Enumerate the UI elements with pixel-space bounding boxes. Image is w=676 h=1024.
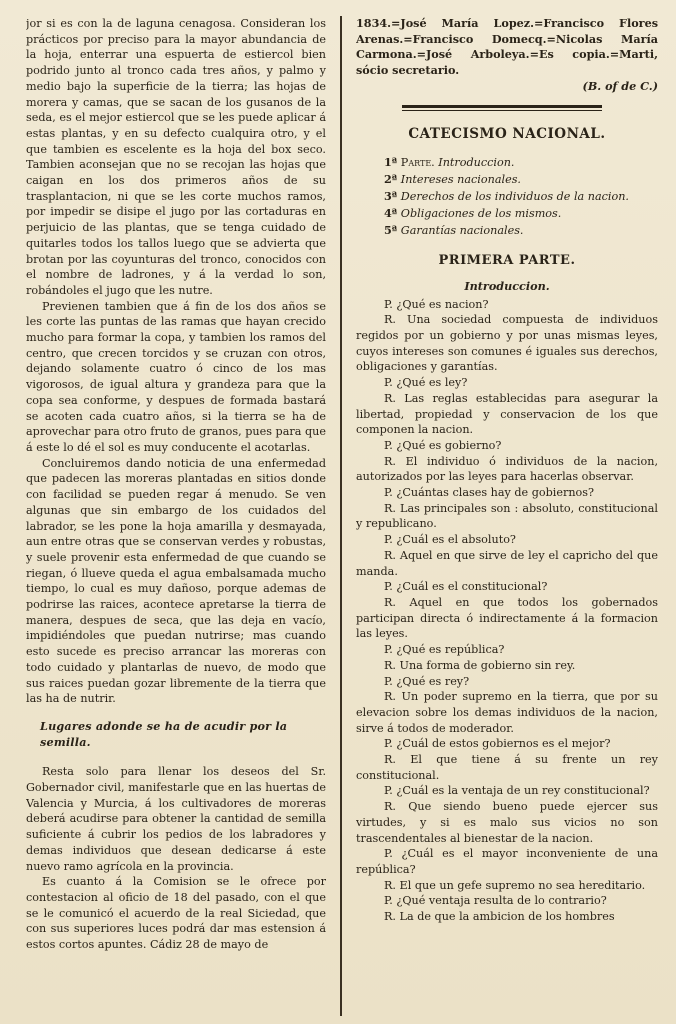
paragraph-disease: Concluiremos dando noticia de una enfermedad que padecen las moreras plantadas en sitios donde con facilidad se pueden regar á menudo. Se ven algunas que sin embargo de los cuidados del labrador, se les pone la hoja amarilla y desmayada, aun entre otras que se conservan verdes y robustas, y suele provenir esta enfermedad de que cuando se riegan, ó llueve queda el agua embalsamada mucho tiempo, lo cual es muy dañoso, porque ademas de podrirse las raices, acontece apretarse la tierra de manera, despues de seca, que las deja en vacío, impidiéndoles que puedan nutrirse; mas cuando esto sucede es preciso arrancar las moreras con todo cuidado y plantarlas de nuevo, de modo que sus raices puedan gozar libremente de la tierra que las ha de nutrir.: [26, 456, 326, 706]
qa-line: P. ¿Qué es ley?: [384, 376, 468, 390]
qa-line: P. ¿Qué es gobierno?: [384, 438, 502, 452]
qa-list: [356, 297, 658, 925]
signatures: 1834.=José María Lopez.=Francisco Flores Arenas.=Francisco Domecq.=Nicolas María Carmona.=José Arboleya.=Es copia.=Marti, sócio secretario.: [356, 16, 658, 78]
paragraph-closing: Es cuanto á la Comision se le ofrece por contestacion al oficio de 18 del pasado, con el que se le comunicó el acuerdo de la real Siciedad, que con sus superiores luces podrá dar mas estension á estos cortos apuntes. Cádiz 28 de mayo de: [26, 875, 326, 952]
toc-item: 4ª Obligaciones de los mismos.: [384, 206, 562, 221]
qa-line: R. El que un gefe supremo no sea hereditario.: [384, 878, 646, 892]
qa-line: R. El individuo ó individuos de la nacion, autorizados por las leyes para hacerlas observar.: [356, 454, 658, 484]
qa-line: P. ¿Qué es rey?: [384, 674, 470, 688]
column-divider: [340, 16, 342, 1016]
table-of-contents: [356, 154, 658, 239]
qa-line: P. ¿Qué es república?: [384, 643, 505, 657]
part-title: PRIMERA PARTE.: [438, 253, 576, 269]
qa-line: P. ¿Qué es nacion?: [384, 297, 489, 311]
intro-heading: Introduccion.: [464, 278, 550, 293]
paragraph-seed-sources: Resta solo para llenar los deseos del Sr. Gobernador civil, manifestarle que en las huertas de Valencia y Murcia, á los cultivadores de moreras deberá acudirse para obtener la cantidad de semilla suficiente á cubrir los pedios de los labradores y demas individuos que desean dedicarse á este nuevo ramo agrícola en la provincia.: [26, 765, 326, 873]
qa-line: P. ¿Cuál es el mayor inconveniente de una república?: [356, 847, 658, 876]
qa-line: P. ¿Cuántas clases hay de gobiernos?: [384, 486, 595, 500]
source-citation: (B. of de C.): [582, 78, 658, 93]
toc-item: 1ª Parte. Introduccion.: [384, 155, 515, 170]
qa-line: P. ¿Cuál es el absoluto?: [384, 533, 516, 547]
qa-line: P. ¿Qué ventaja resulta de lo contrario?: [384, 894, 607, 908]
qa-line: P. ¿Cuál es el constitucional?: [384, 580, 548, 594]
qa-line: R. Aquel en que sirve de ley el capricho del que manda.: [356, 548, 658, 578]
article-title: CATECISMO NACIONAL.: [408, 125, 606, 142]
section-subheading: Lugares adonde se ha de acudir por la semilla.: [40, 718, 288, 749]
qa-line: R. Que siendo bueno puede ejercer sus virtudes, y si es malo sus vicios no son trascendentales al bienestar de la nacion.: [356, 800, 658, 845]
toc-item: 3ª Derechos de los individuos de la nacion.: [384, 189, 629, 204]
toc-item: 5ª Garantías nacionales.: [384, 223, 524, 238]
left-column: [26, 16, 326, 1016]
qa-line: P. ¿Cuál es la ventaja de un rey constitucional?: [384, 784, 650, 798]
qa-line: R. La de que la ambicion de los hombres: [384, 910, 615, 924]
toc-item: 2ª Intereses nacionales.: [384, 172, 521, 187]
qa-line: R. El que tiene á su frente un rey constitucional.: [356, 753, 658, 782]
paragraph-mulberry-fertilizer: jor si es con la de laguna cenagosa. Consideran los prácticos por preciso para la mayor abundancia de la hoja, enterrar una espuerta de estiercol bien podrido junto al tronco cada tres años, y palmo y medio bajo la superficie de la tierra; las hojas de morera y camas, que se sacan de los gusanos de la seda, es el mejor estiercol que se les puede aplicar á estas plantas, y en su defecto cualquira otro, y el que tambien es escelente es la hoja del box seco. Tambien aconsejan que no se recojan las hojas que caigan en los dos primeros años de su trasplantacion, ni que se les corte muchos ramos, por impedir se disipe el jugo por las cortaduras en perjuicio de las plantas, que se tenga cuidado de quitarles todos los tallos luego que se advierta que brotan por las coyunturas del tronco, conocidos con el nombre de ladrones, y á la verdad lo son, robándoles el jugo que les nutre.: [26, 17, 326, 297]
qa-line: P. ¿Cuál de estos gobiernos es el mejor?: [384, 737, 611, 751]
qa-line: R. Una forma de gobierno sin rey.: [384, 658, 576, 672]
qa-line: R. Una sociedad compuesta de individuos regidos por un gobierno y por unas mismas leyes, cuyos intereses son comunes é iguales sus derechos, obligaciones y garantías.: [356, 313, 658, 374]
qa-line: R. Aquel en que todos los gobernados participan directa ó indirectamente á la formacion las leyes.: [356, 595, 658, 641]
qa-line: R. Un poder supremo en la tierra, que por su elevacion sobre los demas individuos de la nacion, sirve á todos de moderador.: [356, 690, 658, 735]
section-rule: [402, 105, 602, 111]
qa-line: R. Las principales son : absoluto, constitucional y republicano.: [356, 501, 658, 531]
right-column: [356, 16, 658, 1016]
paragraph-pruning: Previenen tambien que á fin de los dos años se les corte las puntas de las ramas que hayan crecido mucho para formar la copa, y tambien los ramos del centro, que crecen torcidos y se cruzan con otros, dejando solamente cuatro ó cinco de los mas vigorosos, de igual altura y grandeza para que la copa sea conforme, y despues de formada bastará se acoten cada cuatro años, si la tierra se ha de aprovechar para otro fruto de granos, pues para que á este lo dé el sol es muy conducente el acotarlas.: [26, 299, 326, 454]
qa-line: R. Las reglas establecidas para asegurar la libertad, propiedad y conservacion de los que componen la nacion.: [356, 391, 658, 437]
